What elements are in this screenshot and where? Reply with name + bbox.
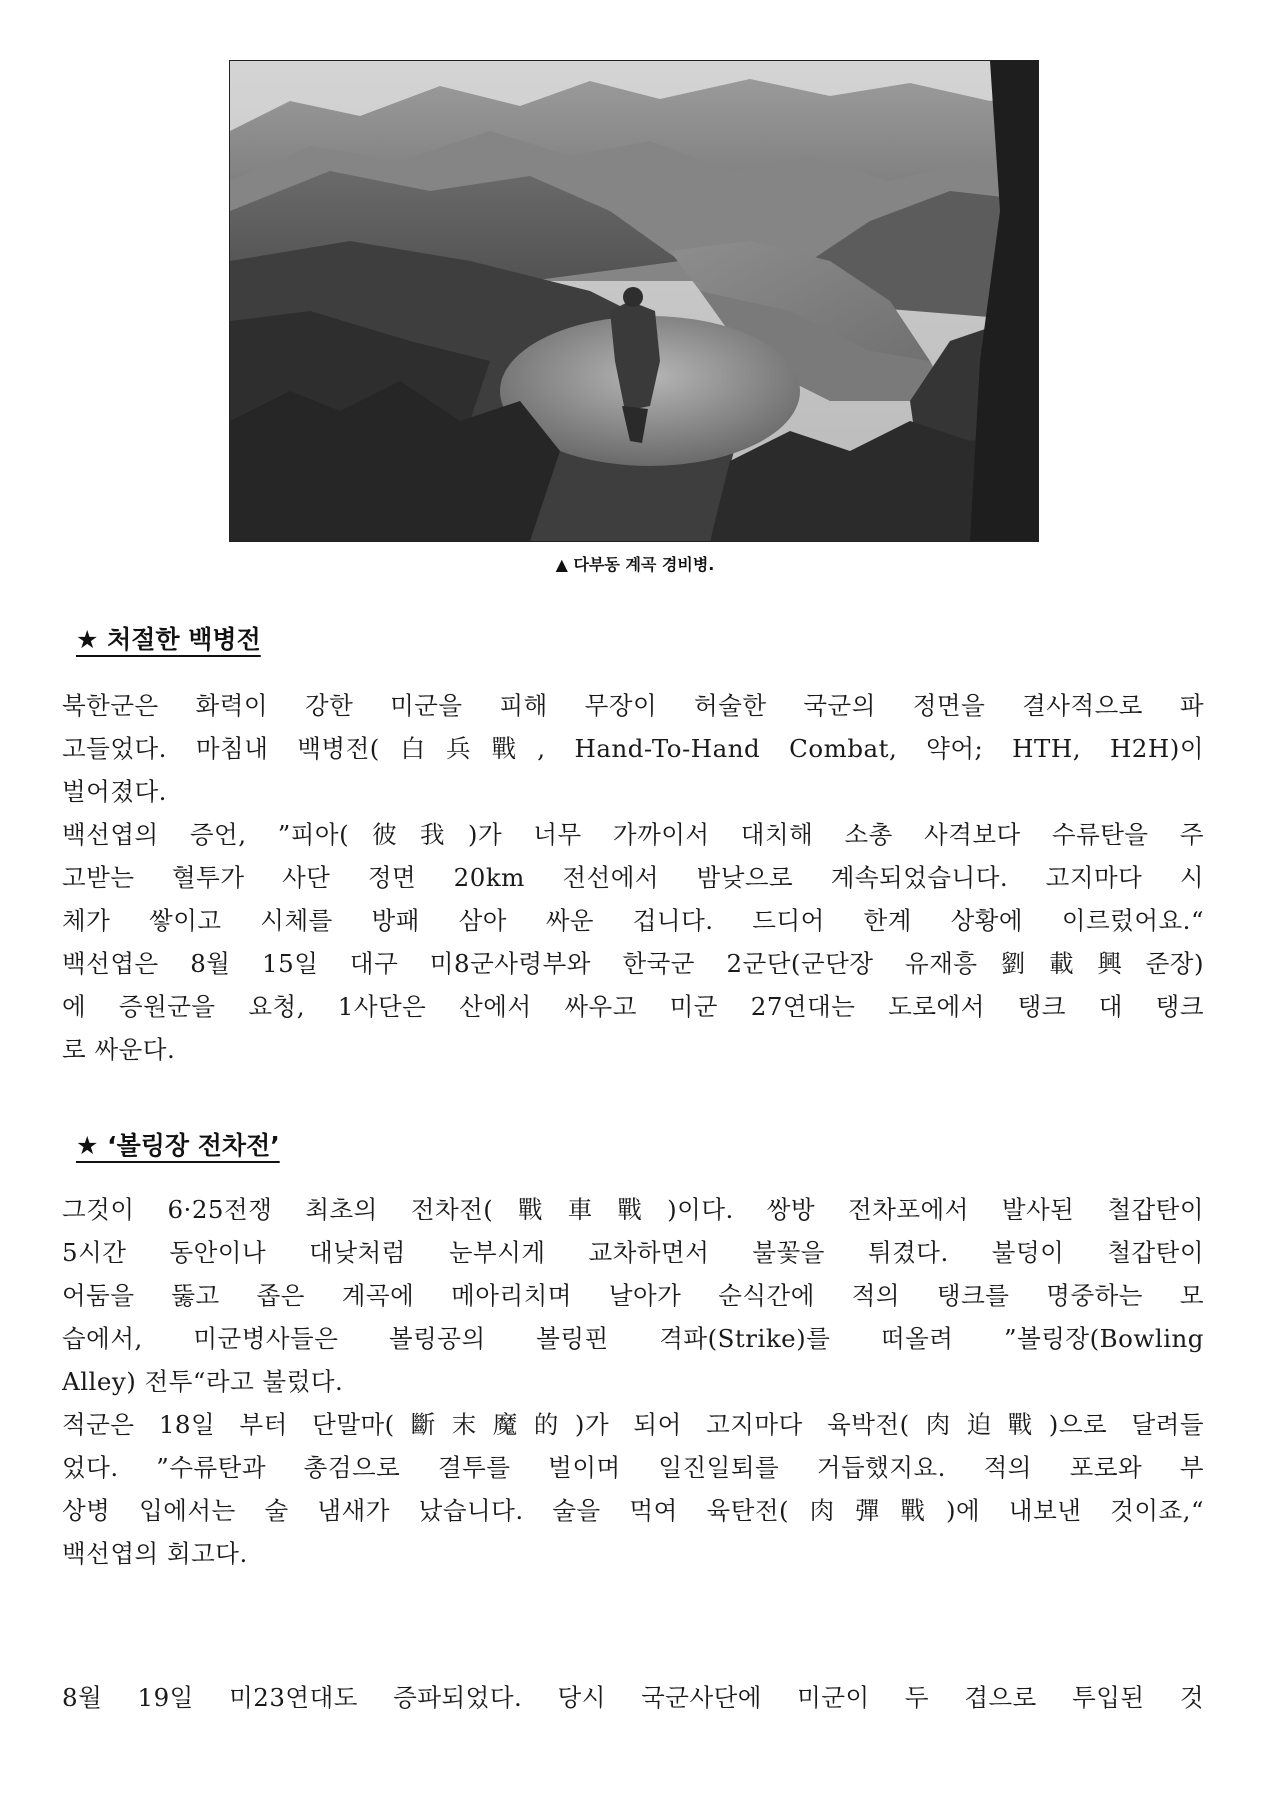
section-body-bowling-alley [62, 1188, 1204, 1575]
section-body-continuation [62, 1676, 1204, 1719]
text-line: 적군은 18일 부터 단말마(斷末魔的)가 되어 고지마다 육박전(肉迫戰)으로 달려들 [62, 1410, 1204, 1439]
valley-guard-photo-art [230, 61, 1038, 541]
text-line: 체가 쌓이고 시체를 방패 삼아 싸운 겁니다. 드디어 한계 상황에 이르렀어요.“ [62, 906, 1204, 935]
text-line: 5시간 동안이나 대낮처럼 눈부시게 교차하면서 불꽃을 튀겼다. 불덩이 철갑탄이 [62, 1238, 1204, 1267]
section-heading-bowling-alley: ★ ‘볼링장 전차전’ [76, 1131, 280, 1160]
text-line: 로 싸운다. [62, 1035, 176, 1064]
text-line: 백선엽의 증언, ”피아(彼我)가 너무 가까이서 대치해 소총 사격보다 수류탄을 주 [62, 820, 1204, 849]
text-line: 백선엽은 8월 15일 대구 미8군사령부와 한국군 2군단(군단장 유재흥劉載興준장) [62, 949, 1204, 978]
text-line: Alley) 전투“라고 불렀다. [62, 1367, 344, 1396]
text-line: 그것이 6·25전쟁 최초의 전차전(戰車戰)이다. 쌍방 전차포에서 발사된 철갑탄이 [62, 1195, 1204, 1224]
text-line: 습에서, 미군병사들은 볼링공의 볼링핀 격파(Strike)를 떠올려 ”볼링장(Bowling [62, 1324, 1204, 1353]
text-line: 었다. ”수류탄과 총검으로 결투를 벌이며 일진일퇴를 거듭했지요. 적의 포로와 부 [62, 1453, 1204, 1482]
text-line: 에 증원군을 요청, 1사단은 산에서 싸우고 미군 27연대는 도로에서 탱크 대 탱크 [62, 992, 1204, 1021]
valley-guard-photo [229, 60, 1039, 542]
text-line: 고받는 혈투가 사단 정면 20km 전선에서 밤낮으로 계속되었습니다. 고지마다 시 [62, 863, 1204, 892]
text-line: 8월 19일 미23연대도 증파되었다. 당시 국군사단에 미군이 두 겹으로 투입된 것 [62, 1683, 1204, 1712]
text-line: 백선엽의 회고다. [62, 1539, 248, 1568]
section-heading-melee: ★ 처절한 백병전 [76, 625, 261, 654]
text-line: 벌어졌다. [62, 777, 167, 806]
text-line: 고들었다. 마침내 백병전(白兵戰, Hand-To-Hand Combat, 약어; HTH, H2H)이 [62, 734, 1204, 763]
text-line: 북한군은 화력이 강한 미군을 피해 무장이 허술한 국군의 정면을 결사적으로 파 [62, 691, 1204, 720]
section-body-melee [62, 684, 1204, 1071]
text-line: 상병 입에서는 술 냄새가 났습니다. 술을 먹여 육탄전(肉彈戰)에 내보낸 것이죠,“ [62, 1496, 1204, 1525]
text-line: 어둠을 뚫고 좁은 계곡에 메아리치며 날아가 순식간에 적의 탱크를 명중하는 모 [62, 1281, 1204, 1310]
photo-caption: ▲ 다부동 계곡 경비병. [555, 555, 715, 574]
